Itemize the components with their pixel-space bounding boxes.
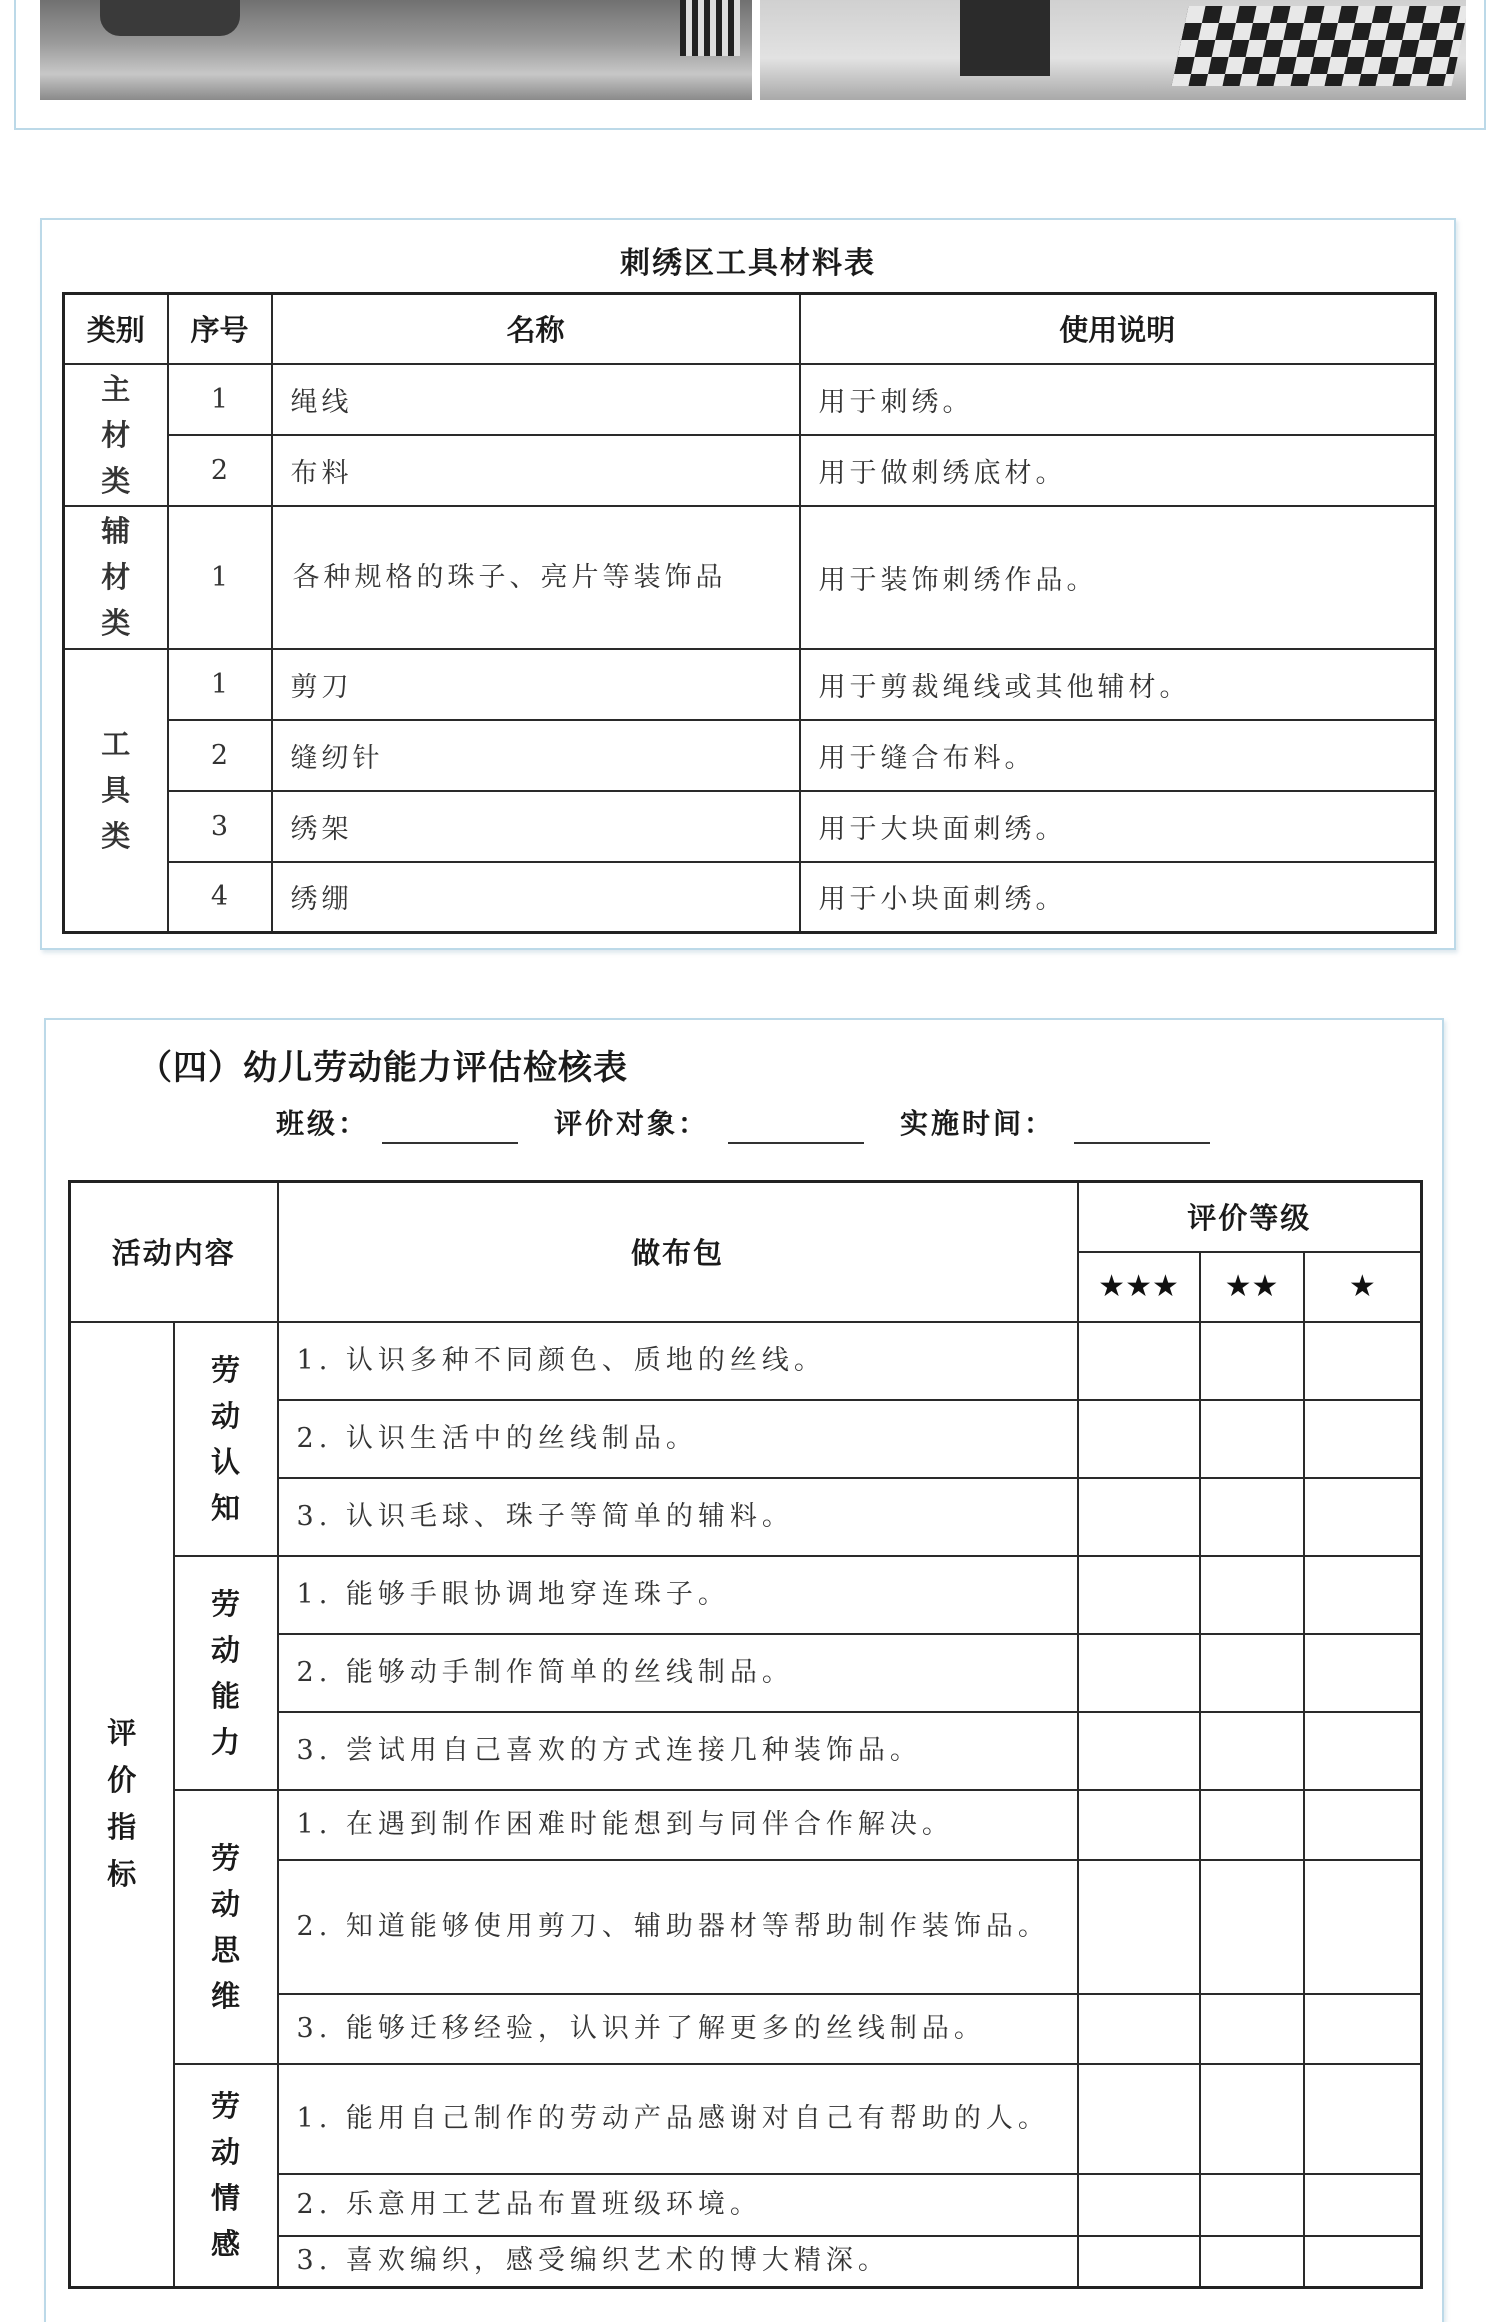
time-blank xyxy=(1074,1142,1210,1144)
group-cognition: 劳动认知 xyxy=(174,1322,278,1556)
row-number: 2 xyxy=(168,720,272,791)
rating-cell[interactable] xyxy=(1200,1860,1304,1994)
indicator-item: 1. 能用自己制作的劳动产品感谢对自己有帮助的人。 xyxy=(278,2064,1078,2174)
table-row xyxy=(64,649,1436,720)
table-row xyxy=(64,720,1436,791)
indicator-item: 3. 能够迁移经验，认识并了解更多的丝线制品。 xyxy=(278,1994,1078,2064)
rating-cell[interactable] xyxy=(1304,1994,1422,2064)
rating-cell[interactable] xyxy=(1304,1634,1422,1712)
row-name: 绳线 xyxy=(272,364,800,435)
assessment-table xyxy=(68,1180,1423,2289)
assessment-checklist-card xyxy=(44,1018,1444,2322)
table-row xyxy=(64,435,1436,506)
row-usage: 用于装饰刺绣作品。 xyxy=(800,506,1436,649)
rating-cell[interactable] xyxy=(1304,1712,1422,1790)
rating-cell[interactable] xyxy=(1078,1994,1200,2064)
rating-cell[interactable] xyxy=(1078,1712,1200,1790)
row-number: 1 xyxy=(168,649,272,720)
row-usage: 用于缝合布料。 xyxy=(800,720,1436,791)
row-number: 2 xyxy=(168,435,272,506)
indicator-item: 2. 认识生活中的丝线制品。 xyxy=(278,1400,1078,1478)
table-row xyxy=(64,791,1436,862)
rating-cell[interactable] xyxy=(1078,1322,1200,1400)
rating-cell[interactable] xyxy=(1304,1790,1422,1860)
rating-cell[interactable] xyxy=(1078,2174,1200,2236)
table-row xyxy=(70,2064,1422,2174)
rating-cell[interactable] xyxy=(1078,1478,1200,1556)
row-name: 各种规格的珠子、亮片等装饰品 xyxy=(272,506,800,649)
rating-cell[interactable] xyxy=(1304,1322,1422,1400)
rating-cell[interactable] xyxy=(1200,1478,1304,1556)
tools-materials-table xyxy=(62,292,1437,934)
rating-cell[interactable] xyxy=(1200,1790,1304,1860)
rating-cell[interactable] xyxy=(1200,1712,1304,1790)
indicator-item: 3. 喜欢编织，感受编织艺术的博大精深。 xyxy=(278,2236,1078,2288)
row-number: 1 xyxy=(168,364,272,435)
activity-header: 活动内容 xyxy=(70,1182,278,1322)
group-emotion: 劳动情感 xyxy=(174,2064,278,2288)
checklist-title: （四）幼儿劳动能力评估检核表 xyxy=(138,1048,628,1088)
rating-cell[interactable] xyxy=(1304,2174,1422,2236)
rating-cell[interactable] xyxy=(1078,1400,1200,1478)
indicator-item: 2. 乐意用工艺品布置班级环境。 xyxy=(278,2174,1078,2236)
embroidery-area-photo-left xyxy=(40,0,752,100)
header-category: 类别 xyxy=(64,294,168,364)
row-usage: 用于小块面刺绣。 xyxy=(800,862,1436,933)
table-header-row xyxy=(70,1182,1422,1252)
category-main: 主材类 xyxy=(64,364,168,506)
indicator-item: 2. 能够动手制作简单的丝线制品。 xyxy=(278,1634,1078,1712)
target-blank xyxy=(728,1142,864,1144)
row-name: 绣架 xyxy=(272,791,800,862)
indicator-item: 3. 认识毛球、珠子等简单的辅料。 xyxy=(278,1478,1078,1556)
rating-cell[interactable] xyxy=(1200,1634,1304,1712)
target-label: 评价对象： xyxy=(554,1107,710,1140)
row-name: 布料 xyxy=(272,435,800,506)
activity-name: 做布包 xyxy=(278,1182,1078,1322)
category-tool: 工具类 xyxy=(64,649,168,933)
table-row xyxy=(64,862,1436,933)
header-name: 名称 xyxy=(272,294,800,364)
rating-header: 评价等级 xyxy=(1078,1182,1422,1252)
rating-cell[interactable] xyxy=(1200,1322,1304,1400)
rating-cell[interactable] xyxy=(1304,1860,1422,1994)
row-number: 1 xyxy=(168,506,272,649)
rating-cell[interactable] xyxy=(1078,1634,1200,1712)
rating-cell[interactable] xyxy=(1078,1556,1200,1634)
row-usage: 用于剪裁绳线或其他辅材。 xyxy=(800,649,1436,720)
rating-cell[interactable] xyxy=(1078,2236,1200,2288)
table-header-row xyxy=(64,294,1436,364)
table-row xyxy=(70,1556,1422,1634)
class-blank xyxy=(382,1142,518,1144)
table-row xyxy=(64,506,1436,649)
rating-cell[interactable] xyxy=(1078,1790,1200,1860)
rating-cell[interactable] xyxy=(1304,2236,1422,2288)
rating-cell[interactable] xyxy=(1304,1556,1422,1634)
row-number: 3 xyxy=(168,791,272,862)
tools-table-title: 刺绣区工具材料表 xyxy=(620,246,876,281)
rating-cell[interactable] xyxy=(1304,2064,1422,2174)
rating-cell[interactable] xyxy=(1078,1860,1200,1994)
tools-materials-card xyxy=(40,218,1456,950)
rating-cell[interactable] xyxy=(1200,2174,1304,2236)
time-label: 实施时间： xyxy=(900,1107,1056,1140)
indicator-item: 3. 尝试用自己喜欢的方式连接几种装饰品。 xyxy=(278,1712,1078,1790)
indicator-item: 2. 知道能够使用剪刀、辅助器材等帮助制作装饰品。 xyxy=(278,1860,1078,1994)
rating-cell[interactable] xyxy=(1200,1400,1304,1478)
indicator-item: 1. 认识多种不同颜色、质地的丝线。 xyxy=(278,1322,1078,1400)
indicator-label: 评价指标 xyxy=(70,1322,174,2288)
rating-cell[interactable] xyxy=(1304,1478,1422,1556)
indicator-item: 1. 在遇到制作困难时能想到与同伴合作解决。 xyxy=(278,1790,1078,1860)
category-aux: 辅材类 xyxy=(64,506,168,649)
row-usage: 用于做刺绣底材。 xyxy=(800,435,1436,506)
row-name: 绣绷 xyxy=(272,862,800,933)
table-row xyxy=(70,1790,1422,1860)
row-number: 4 xyxy=(168,862,272,933)
group-ability: 劳动能力 xyxy=(174,1556,278,1790)
rating-cell[interactable] xyxy=(1200,1556,1304,1634)
rating-cell[interactable] xyxy=(1200,1994,1304,2064)
row-usage: 用于大块面刺绣。 xyxy=(800,791,1436,862)
row-name: 剪刀 xyxy=(272,649,800,720)
rating-cell[interactable] xyxy=(1200,2236,1304,2288)
embroidery-area-photo-right xyxy=(760,0,1466,100)
one-star-header: ★ xyxy=(1304,1252,1422,1322)
rating-cell[interactable] xyxy=(1304,1400,1422,1478)
row-usage: 用于刺绣。 xyxy=(800,364,1436,435)
table-row xyxy=(64,364,1436,435)
row-name: 缝纫针 xyxy=(272,720,800,791)
indicator-item: 1. 能够手眼协调地穿连珠子。 xyxy=(278,1556,1078,1634)
rating-cell[interactable] xyxy=(1200,2064,1304,2174)
three-star-header: ★★★ xyxy=(1078,1252,1200,1322)
header-number: 序号 xyxy=(168,294,272,364)
rating-cell[interactable] xyxy=(1078,2064,1200,2174)
group-thinking: 劳动思维 xyxy=(174,1790,278,2064)
two-star-header: ★★ xyxy=(1200,1252,1304,1322)
header-usage: 使用说明 xyxy=(800,294,1436,364)
class-label: 班级： xyxy=(276,1107,370,1140)
table-row xyxy=(70,1322,1422,1400)
photo-panel xyxy=(14,0,1486,130)
